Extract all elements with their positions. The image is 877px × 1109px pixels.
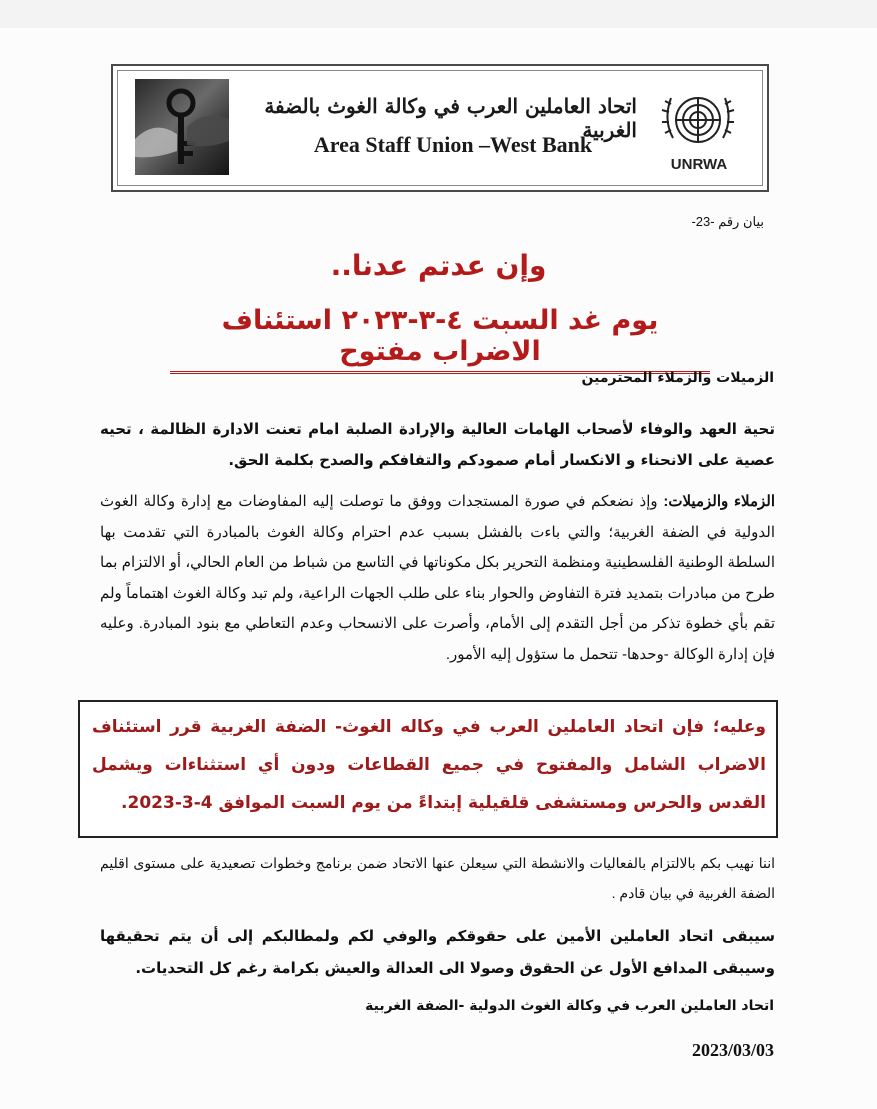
union-name-arabic: اتحاد العاملين العرب في وكالة الغوث بالضفة الغربية xyxy=(264,94,637,142)
key-hands-photo xyxy=(135,79,229,175)
statement-subtitle: يوم غد السبت ٤-٣-٢٠٢٣ استئناف الاضراب مفتوح xyxy=(170,305,710,374)
statement-title: وإن عدتم عدنا.. xyxy=(330,249,547,282)
unrwa-label: UNRWA xyxy=(670,156,728,173)
letterhead xyxy=(111,64,769,192)
body-paragraph-lead: الزملاء والزميلات: xyxy=(663,493,776,510)
body-paragraph-text: وإذ نضعكم في صورة المستجدات ووفق ما توصلت إليه المفاوضات مع إدارة وكالة الغوث الدولية في الضفة الغربية؛ والتي باءت بالفشل بسبب عدم احترام وكالة الغوث بالمبادرة التي تقدمت بها السلطة الوطنية الفلسطينية ومنظمة التحرير بكل مكوناتها في التاسع من شباط من العام الحالي، أو الالتزام بما طرح من مبادرات بتمديد فترة التفاوض والحوار بناء على طلب الجهات الراعية، ولم تبد وكالة الغوث اهتماماً ولم تقم بأي خطوة تذكر من أجل التقدم إلى الأمام، وأصرت على الانسحاب وعدم التعاطي مع بنود المبادرة. وعليه فإن إدارة الوكالة -وحدها- تتحمل ما ستؤول إليه الأمور. xyxy=(100,493,775,663)
salutation: الزميلات والزملاء المحترمين xyxy=(581,370,774,386)
followup-paragraph: اننا نهيب بكم بالالتزام بالفعاليات والانشطة التي سيعلن عنها الاتحاد ضمن برنامج وخطوات تصعيدية على مستوى اقليم الضفة الغربية في بيان قادم . xyxy=(100,855,775,901)
statement-date: 2023/03/03 xyxy=(691,1040,774,1060)
announcement-text: وعليه؛ فإن اتحاد العاملين العرب في وكاله الغوث- الضفة الغربية قرر استئناف الاضراب الشامل والمفتوح في جميع القطاعات ودون أي استثناءات ويشمل القدس والحرس ومستشفى قلقيلية إبتداءً من يوم السبت الموافق 4-3-2023. xyxy=(92,717,766,813)
statement-number: بيان رقم -23- xyxy=(691,214,764,229)
signature: اتحاد العاملين العرب في وكالة الغوث الدولية -الضفة الغربية xyxy=(365,998,774,1014)
body-paragraph xyxy=(100,487,775,670)
greeting-paragraph: تحية العهد والوفاء لأصحاب الهامات العالية والإرادة الصلبة امام تعنت الادارة الظالمة ، تحيه عصية على الانحناء و الانكسار أمام صمودكم والتفافكم والصدح بكلمة الحق. xyxy=(100,420,775,469)
closing-paragraph: سيبقى اتحاد العاملين الأمين على حقوقكم والوفي لكم ولمطالبكم إلى أن يتم تحقيقها وسيبقى المدافع الأول عن الحقوق وصولا الى العدالة والعيش بكرامة رغم كل التحديات. xyxy=(100,927,775,977)
union-name-english: Area Staff Union –West Bank xyxy=(313,132,593,157)
top-strip xyxy=(0,0,877,28)
